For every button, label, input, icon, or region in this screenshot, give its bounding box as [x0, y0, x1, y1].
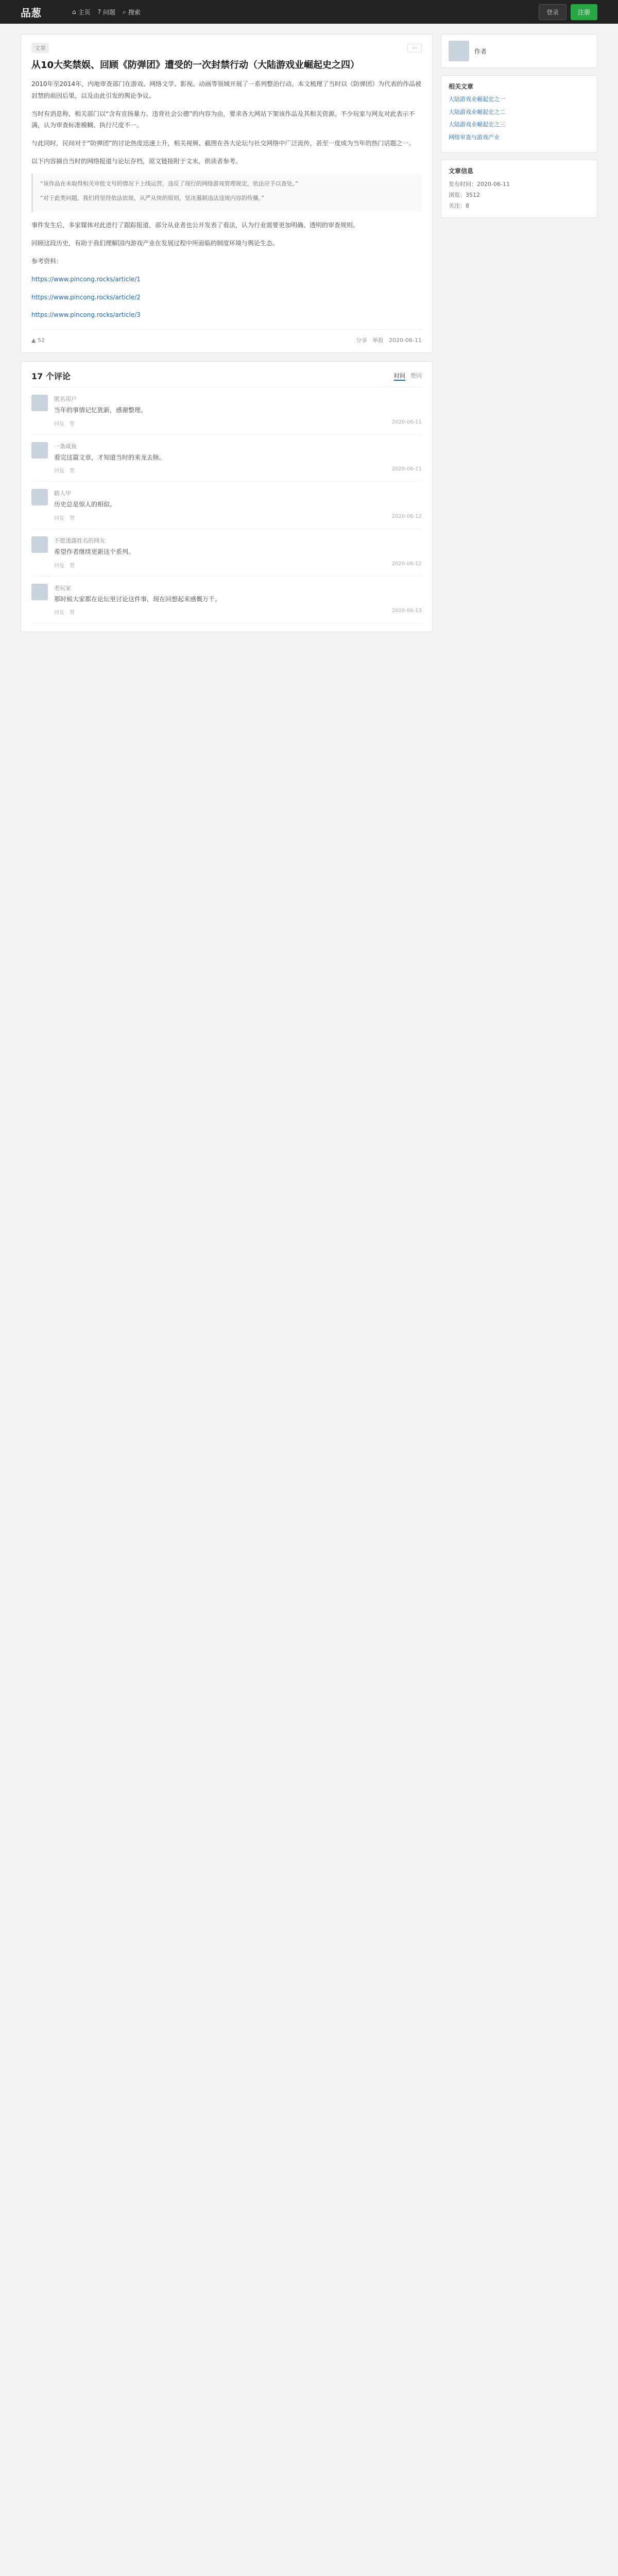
info-line: 发布时间：2020-06-11 — [449, 180, 510, 188]
related-item[interactable]: 大陆游戏业崛起史之一 — [449, 96, 505, 103]
comment-time: 2020-06-11 — [391, 419, 422, 425]
commenter-name[interactable]: 路人甲 — [54, 490, 71, 497]
nav-search[interactable]: ⌕ 搜索 — [123, 8, 141, 16]
post-time: 2020-06-11 — [389, 336, 422, 344]
commenter-name[interactable]: 匿名用户 — [54, 396, 77, 403]
more-button[interactable]: ··· — [407, 44, 422, 53]
commenter-avatar[interactable] — [31, 442, 48, 459]
comment-like-button[interactable]: 赞 — [70, 610, 75, 616]
comment-reply-button[interactable]: 回复 — [54, 421, 64, 427]
comment-item — [31, 482, 422, 529]
comment-item — [31, 529, 422, 577]
commenter-avatar[interactable] — [31, 536, 48, 553]
comment-reply-button[interactable]: 回复 — [54, 468, 64, 474]
related-item[interactable]: 网络审查与游戏产业 — [449, 134, 500, 141]
share-button[interactable]: 分享 — [356, 337, 368, 344]
question-icon: ? — [97, 8, 101, 15]
paragraph: 2010年至2014年，内地审查部门在游戏、网络文学、影视、动画等领域开展了一系列整治行动。本文梳理了当时以《防弹团》为代表的作品被封禁的前因后果，以及由此引发的舆论争议。 — [31, 80, 422, 99]
info-title: 文章信息 — [449, 167, 474, 175]
site-logo[interactable]: 品葱 — [21, 6, 41, 19]
commenter-avatar[interactable] — [31, 489, 48, 505]
login-button[interactable]: 登录 — [539, 4, 566, 20]
comment-reply-button[interactable]: 回复 — [54, 563, 64, 569]
thumb-up-icon: ▲ — [31, 336, 36, 344]
article-tag[interactable]: 文章 — [31, 43, 49, 53]
comment-reply-button[interactable]: 回复 — [54, 610, 64, 616]
paragraph: 回顾这段历史，有助于我们理解国内游戏产业在发展过程中所面临的制度环境与舆论生态。 — [31, 240, 279, 247]
comment-text: 历史总是惊人的相似。 — [54, 501, 116, 509]
search-icon: ⌕ — [123, 8, 126, 15]
like-count[interactable]: ▲ 52 — [31, 336, 45, 344]
comment-time: 2020-06-13 — [391, 608, 422, 614]
comment-reply-button[interactable]: 回复 — [54, 515, 64, 521]
main-nav — [72, 8, 141, 16]
home-icon: ⌂ — [72, 8, 76, 15]
author-box — [441, 34, 597, 68]
commenter-name[interactable]: 老玩家 — [54, 584, 71, 591]
info-line: 关注：8 — [449, 202, 469, 209]
commenter-name[interactable]: 一条咸鱼 — [54, 443, 77, 450]
article-title: 从10大奖禁娱、回顾《防弹团》遭受的一次封禁行动（大陆游戏业崛起史之四） — [31, 60, 360, 71]
quote-line: “该作品在未取得相关审批文号的情况下上线运营，违反了现行的网络游戏管理规定，依法应予以查处。” — [40, 180, 298, 187]
related-box — [441, 75, 597, 152]
commenter-name[interactable]: 不愿透露姓名的网友 — [54, 537, 105, 544]
comment-item — [31, 435, 422, 482]
comment-time: 2020-06-12 — [391, 561, 422, 567]
author-name[interactable]: 作者 — [474, 47, 487, 55]
comment-text: 那时候大家都在论坛里讨论这件事，现在回想起来感慨万千。 — [54, 595, 221, 603]
comment-text: 当年的事情记忆犹新，感谢整理。 — [54, 406, 147, 414]
paragraph: 与此同时，民间对于“防弹团”的讨论热度迅速上升，相关视频、截图在各大论坛与社交网络中广泛流传，甚至一度成为当年的热门话题之一。 — [31, 140, 415, 147]
quote-line: “对于此类问题，我们将坚持依法依规、从严从快的原则，坚决遏制违法违规内容的传播。” — [40, 194, 264, 201]
comment-like-button[interactable]: 赞 — [70, 515, 75, 521]
sort-by-votes[interactable]: 赞同 — [410, 372, 422, 379]
info-box — [441, 160, 597, 218]
author-avatar[interactable] — [449, 41, 469, 61]
comment-item — [31, 577, 422, 624]
register-button[interactable]: 注册 — [571, 4, 597, 20]
commenter-avatar[interactable] — [31, 395, 48, 411]
comment-like-button[interactable]: 赞 — [70, 468, 75, 474]
comment-like-button[interactable]: 赞 — [70, 563, 75, 569]
paragraph: 以下内容摘自当时的网络报道与论坛存档，原文链接附于文末，供读者参考。 — [31, 157, 242, 165]
related-item[interactable]: 大陆游戏业崛起史之三 — [449, 121, 505, 128]
paragraph: 当时有消息称，相关部门以“含有宣扬暴力、违背社会公德”的内容为由，要求各大网站下架该作品及其相关资源。不少玩家与网友对此表示不满，认为审查标准模糊、执行尺度不一。 — [31, 110, 415, 129]
related-title: 相关文章 — [449, 83, 474, 90]
links-label: 参考资料： — [31, 257, 63, 265]
nav-home[interactable]: ⌂ 主页 — [72, 8, 91, 16]
commenter-avatar[interactable] — [31, 584, 48, 600]
comment-time: 2020-06-11 — [391, 466, 422, 472]
info-line: 浏览：3512 — [449, 191, 480, 198]
reference-link[interactable]: https://www.pincong.rocks/article/3 — [31, 311, 141, 319]
related-item[interactable]: 大陆游戏业崛起史之二 — [449, 108, 505, 115]
reference-link[interactable]: https://www.pincong.rocks/article/1 — [31, 275, 141, 283]
comments-section — [21, 361, 433, 632]
comment-item — [31, 387, 422, 435]
sort-by-time[interactable]: 时间 — [394, 371, 405, 381]
comment-text: 看完这篇文章，才知道当时的来龙去脉。 — [54, 453, 166, 461]
comments-title: 17 个评论 — [31, 371, 71, 382]
comment-like-button[interactable]: 赞 — [70, 421, 75, 427]
comment-text: 希望作者继续更新这个系列。 — [54, 548, 135, 555]
paragraph: 事件发生后，多家媒体对此进行了跟踪报道，部分从业者也公开发表了看法，认为行业需要更加明确、透明的审查规则。 — [31, 222, 359, 229]
quote-block — [31, 174, 422, 213]
report-button[interactable]: 举报 — [372, 337, 384, 344]
nav-questions[interactable]: ? 问题 — [97, 8, 116, 16]
reference-link[interactable]: https://www.pincong.rocks/article/2 — [31, 293, 141, 301]
top-bar — [0, 0, 618, 24]
article-card — [21, 34, 433, 353]
comment-time: 2020-06-12 — [391, 513, 422, 519]
